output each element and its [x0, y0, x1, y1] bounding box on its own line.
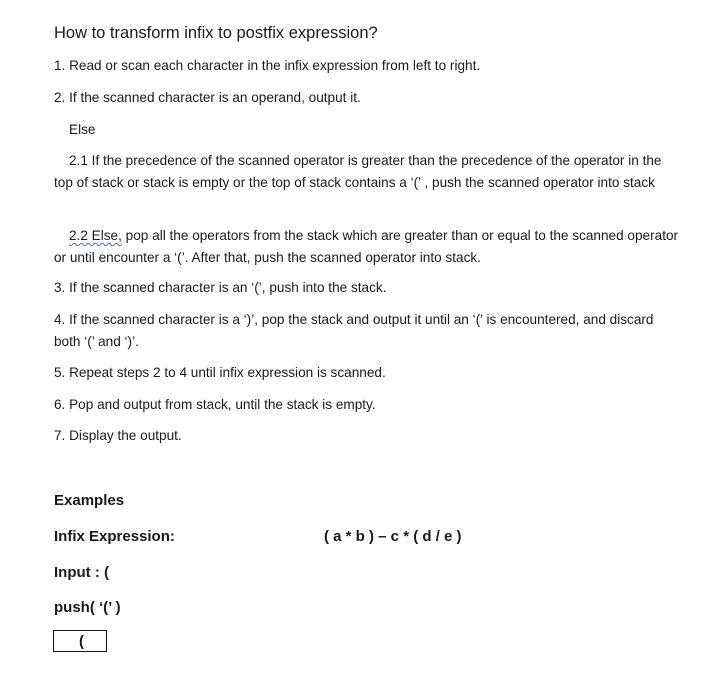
step-2: 2. If the scanned character is an operand, output it.: [54, 90, 361, 105]
step-2-2: [54, 225, 682, 269]
step-5: 5. Repeat steps 2 to 4 until infix expression is scanned.: [54, 365, 386, 380]
step-2-2-label: 2.2 Else,: [69, 228, 122, 243]
input-label: Input : (: [54, 564, 109, 581]
examples-heading: Examples: [54, 492, 125, 509]
step-6: 6. Pop and output from stack, until the stack is empty.: [54, 397, 376, 412]
stack-top-value: (: [79, 633, 84, 650]
infix-expression-value: ( a * b ) – c * ( d / e ): [324, 528, 462, 545]
document-title: How to transform infix to postfix expression?: [54, 24, 378, 42]
step-2-1: 2.1 If the precedence of the scanned operator is greater than the precedence of the operator in the top of stack or stack is empty or the top of stack contains a ‘(’ , push the scanned operator into stack: [54, 153, 662, 190]
stack-box: [53, 630, 107, 652]
step-1: 1. Read or scan each character in the infix expression from left to right.: [54, 58, 481, 73]
push-label: push( ‘(’ ): [54, 599, 121, 616]
infix-expression-label: Infix Expression:: [54, 528, 175, 545]
step-else: Else: [69, 122, 96, 137]
step-2-2-text: pop all the operators from the stack which are greater than or equal to the scanned operator or until encounter a ‘(’. After that, push the scanned operator into stack.: [54, 228, 679, 265]
step-3: 3. If the scanned character is an ‘(’, push into the stack.: [54, 280, 387, 295]
step-7: 7. Display the output.: [54, 428, 182, 443]
step-4: 4. If the scanned character is a ‘)’, pop the stack and output it until an ‘(’ is encountered, and discard both ‘(’ and ‘)’.: [54, 312, 654, 349]
